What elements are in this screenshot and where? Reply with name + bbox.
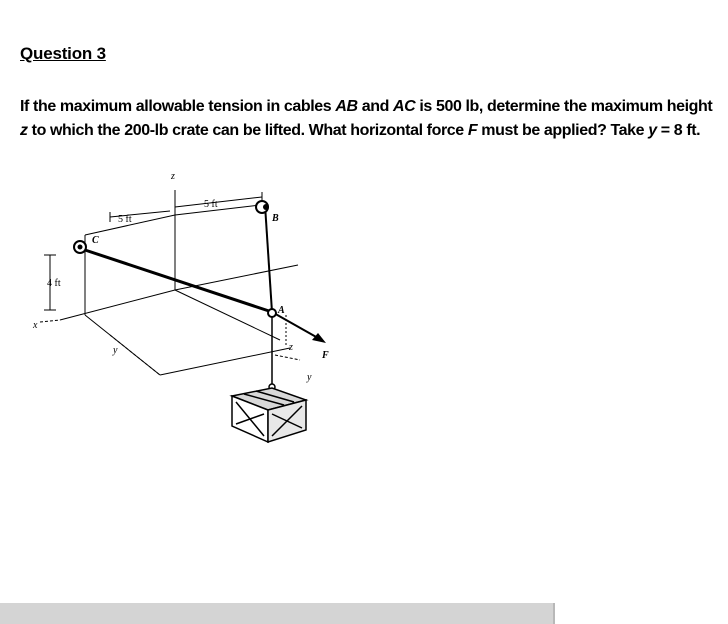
problem-text-segment: AB [335,98,358,115]
problem-text-segment: F [467,122,478,139]
problem-text-segment: AC [393,98,416,115]
problem-text-segment: z [20,122,28,139]
problem-text-segment: If the maximum allowable tension in cables [20,98,336,115]
crate [232,388,306,442]
dim-5ft-right: 5 ft [204,199,218,210]
y-small-line [275,355,300,360]
point-c-label: C [92,235,99,246]
dim-line [175,197,262,207]
bottom-scroll-bar-edge [553,603,555,624]
ring-a [268,309,276,317]
problem-text-segment: and [357,98,393,115]
statics-figure [0,160,360,450]
frame-line [160,348,290,375]
problem-text-segment: must be applied? Take [477,122,649,139]
problem-text-segment: to which the 200-lb crate can be lifted. What horizontal force [27,122,468,139]
point-a-label: A [278,305,285,316]
problem-text-segment: y [648,122,657,139]
point-b-label: B [272,213,279,224]
y-small-label: y [307,372,312,383]
problem-text-segment: = 8 ft. [656,122,701,139]
x-axis-line [40,320,60,322]
dim-4ft: 4 ft [47,278,61,289]
y-axis-label: y [113,345,118,356]
x-axis-label: x [33,320,38,331]
question-heading: Question 3 [20,44,106,63]
problem-statement [20,95,724,143]
cable-ac [85,250,272,312]
problem-line-2 [20,119,724,143]
problem-line-1 [20,95,724,119]
problem-text-segment: is 500 lb, determine the maximum height [415,98,713,115]
bottom-scroll-bar[interactable] [0,603,553,624]
force-f-label: F [322,350,329,361]
cable-ab [265,205,272,312]
frame-line [60,290,175,320]
z-small-label: z [289,342,293,353]
force-arrowhead [312,333,326,343]
dim-5ft-left: 5 ft [118,214,132,225]
z-axis-label: z [171,171,175,182]
